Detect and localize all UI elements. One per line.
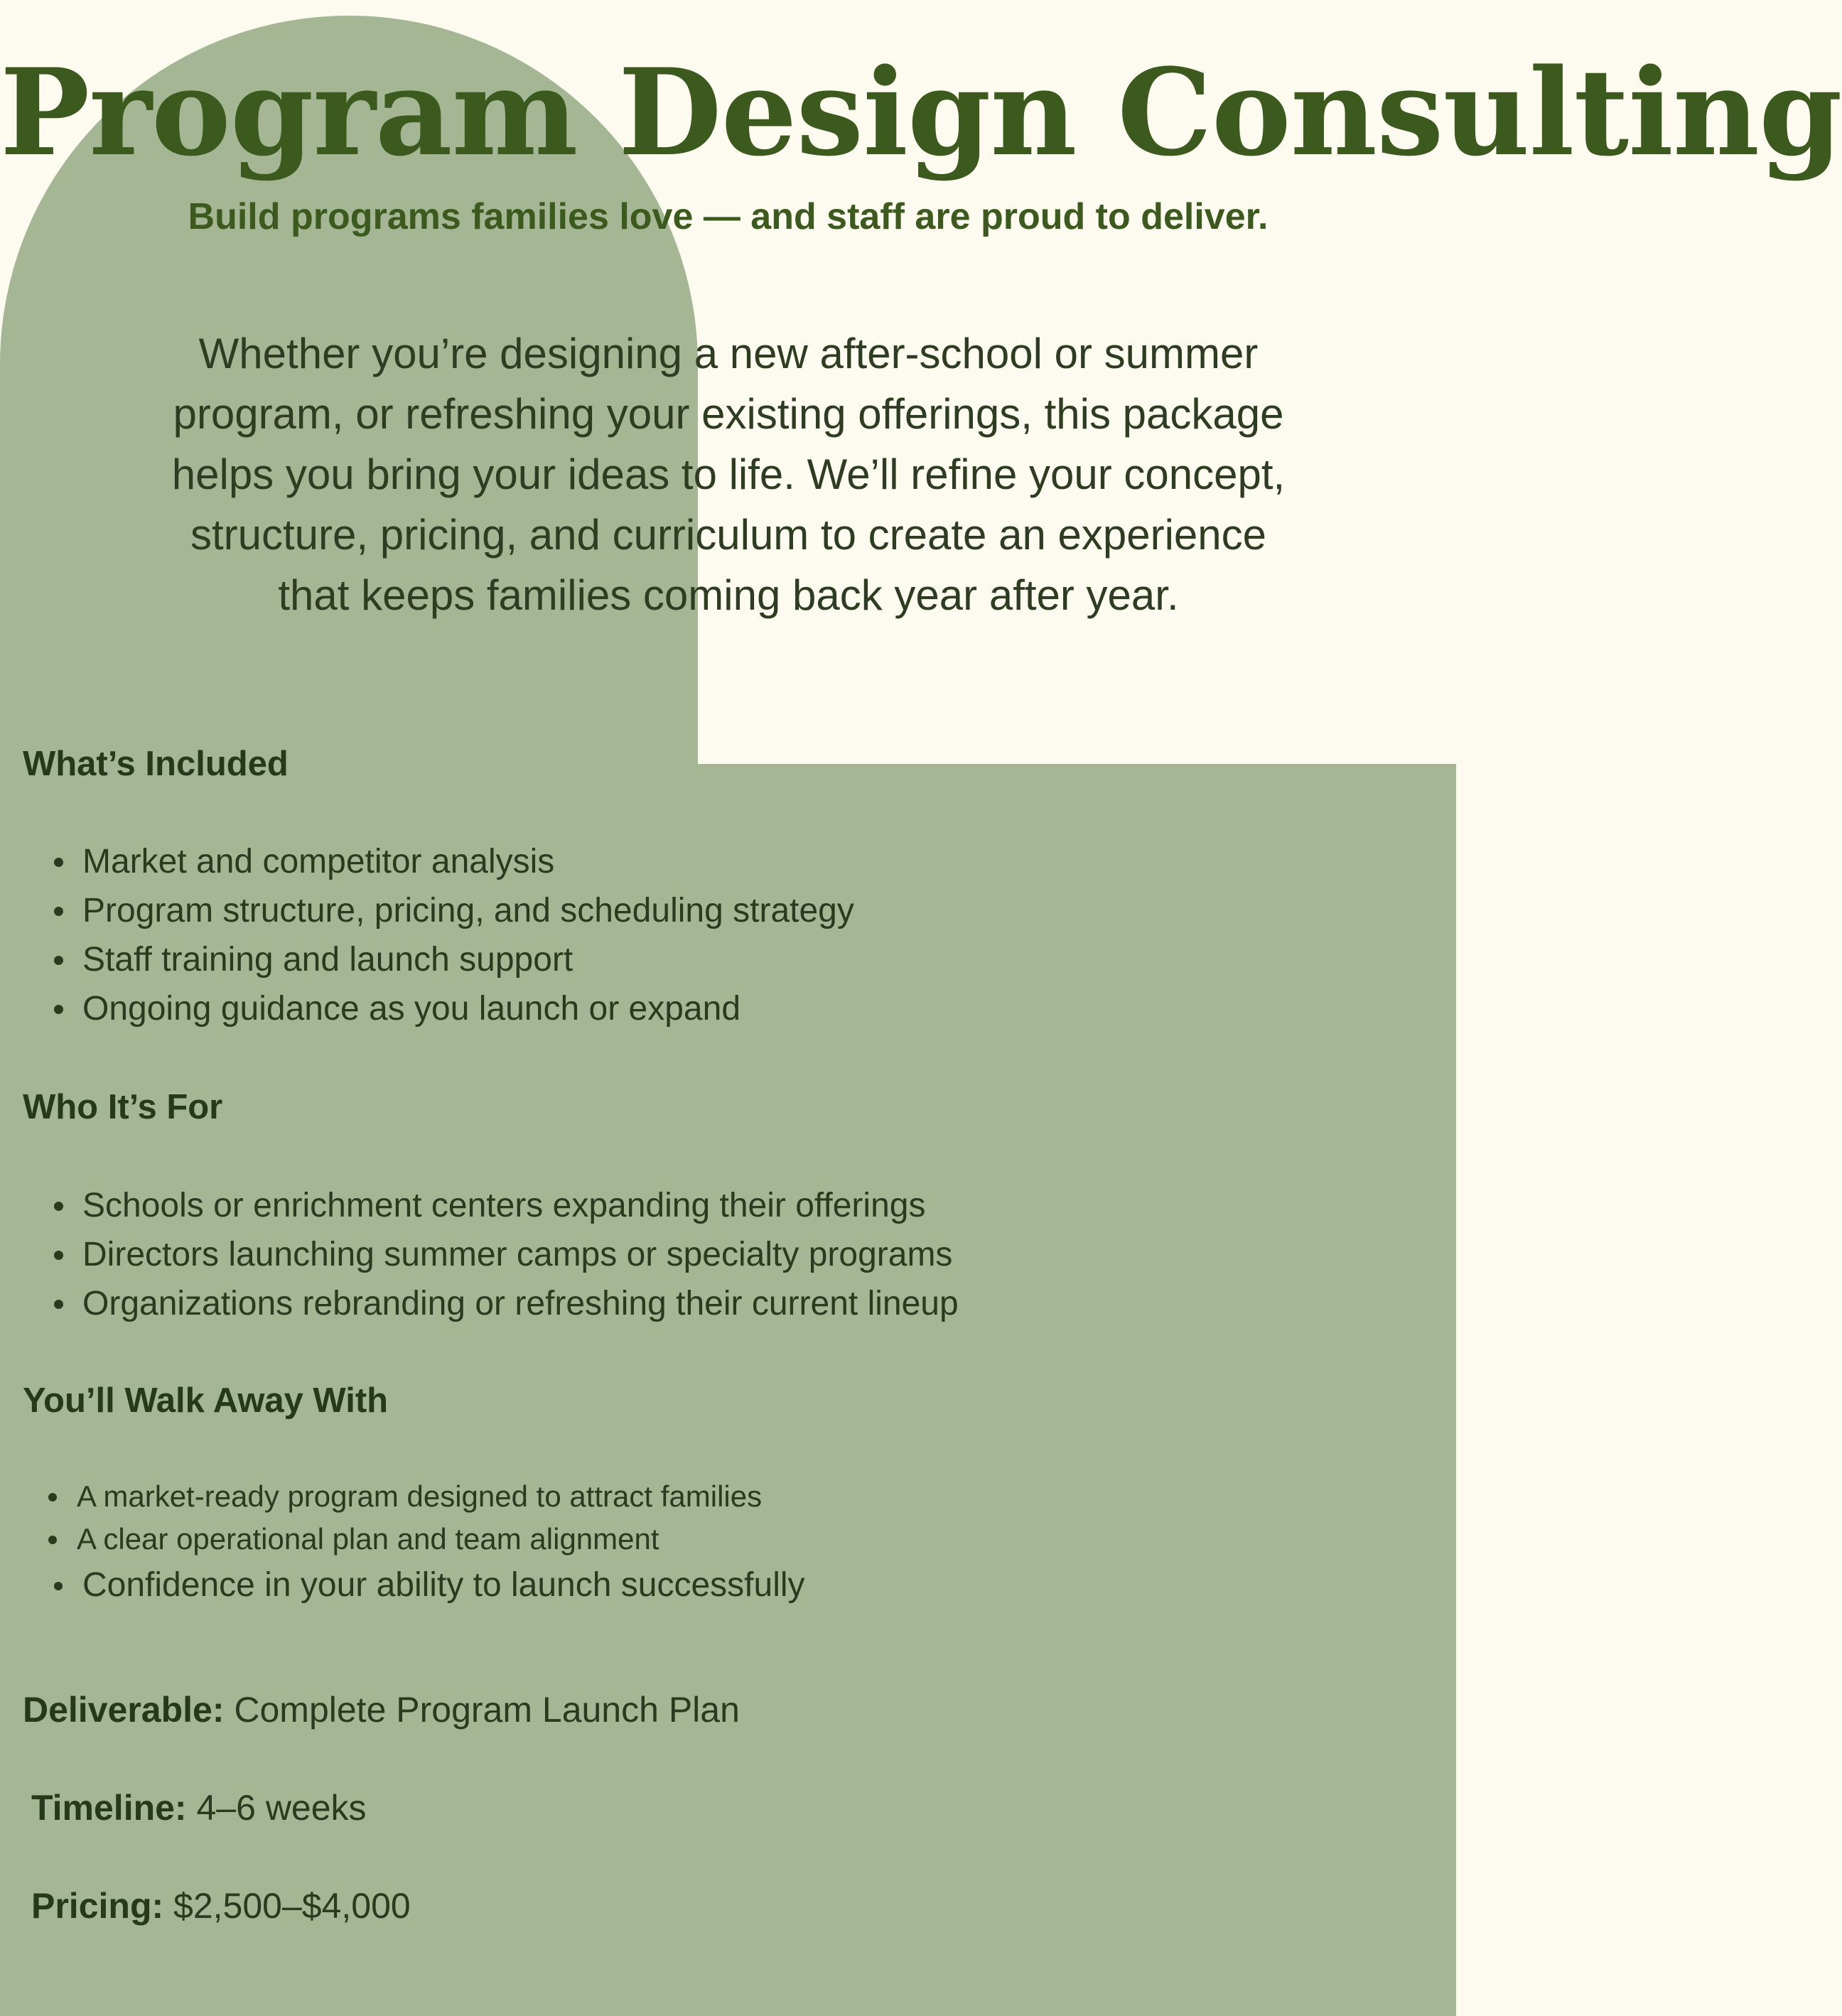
list-item-text: Market and competitor analysis [82,843,555,880]
list-item [48,984,854,1033]
list-item-text: Directors launching summer camps or specialty programs [82,1236,953,1273]
section-heading-who-its-for: Who It’s For [23,1088,223,1126]
list-item [48,1518,805,1560]
list-item [48,886,854,935]
whats-included-list [48,837,854,1033]
list-item [48,1279,959,1328]
bullet-icon [54,907,63,916]
list-item-text: Confidence in your ability to launch successfully [82,1566,805,1604]
deliverable-line [23,1687,740,1732]
list-item-text: Program structure, pricing, and scheduling strategy [82,892,854,929]
list-item [48,1181,959,1230]
list-item [48,837,854,886]
section-heading-whats-included: What’s Included [23,745,289,783]
bullet-icon [54,1005,63,1014]
list-item-text: Organizations rebranding or refreshing their current lineup [82,1285,959,1322]
list-item [48,1475,805,1518]
deliverable-label: Deliverable: [23,1690,225,1730]
bullet-icon [54,1300,63,1309]
bullet-icon [54,858,63,867]
deliverable-value: Complete Program Launch Plan [234,1690,740,1730]
timeline-label: Timeline: [31,1788,187,1828]
list-item-text: A market-ready program designed to attract families [77,1479,763,1513]
section-heading-walk-away-with: You’ll Walk Away With [23,1381,389,1420]
bullet-icon [54,1582,63,1590]
page-tagline: Build programs families love — and staff are proud to deliver. [188,196,1269,237]
list-item [48,935,854,984]
list-item [48,1230,959,1279]
list-item-text: Ongoing guidance as you launch or expand [82,990,741,1028]
pricing-value: $2,500–$4,000 [173,1886,411,1926]
bullet-icon [54,956,63,965]
bullet-icon [54,1202,63,1211]
page-title: Program Design Consulting [0,42,1842,183]
who-its-for-list [48,1181,959,1328]
bullet-icon [54,1251,63,1260]
timeline-value: 4–6 weeks [196,1788,367,1828]
list-item [48,1560,805,1610]
bullet-icon [48,1536,57,1544]
pricing-label: Pricing: [31,1886,164,1926]
pricing-line [31,1883,411,1929]
timeline-line [31,1785,367,1831]
list-item-text: A clear operational plan and team alignment [77,1522,659,1556]
intro-paragraph: Whether you’re designing a new after-school or summer program, or refreshing your existing offerings, this package helps you bring your ideas to life. We’ll refine your concept, structure, pricing, and curriculum to create an experience that keeps families coming back year after year. [171,330,1286,619]
walk-away-with-list [48,1475,805,1610]
list-item-text: Schools or enrichment centers expanding their offerings [82,1187,926,1224]
list-item-text: Staff training and launch support [82,941,573,979]
bullet-icon [48,1493,57,1502]
